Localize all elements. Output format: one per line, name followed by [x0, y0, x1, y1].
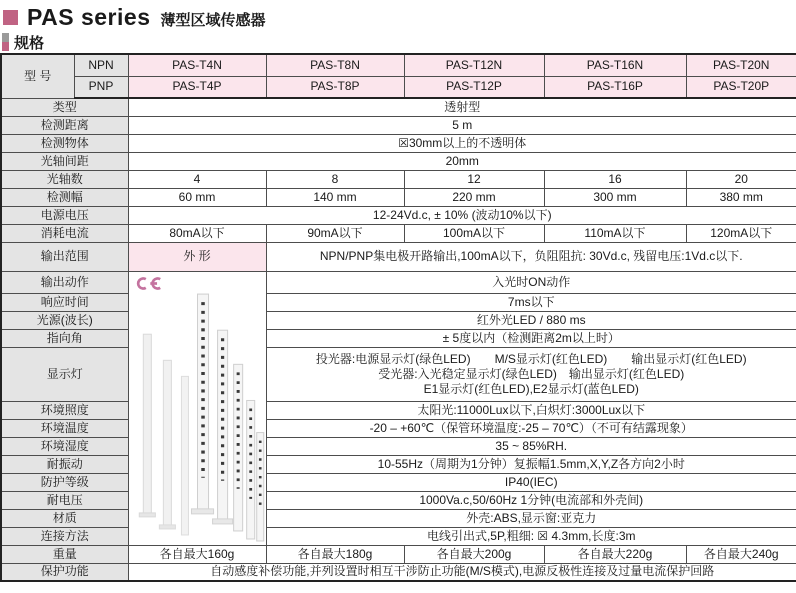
indicator-line: 受光器:入光稳定显示灯(绿色LED) 输出显示灯(红色LED)	[378, 366, 685, 381]
model-label: 型 号	[1, 54, 74, 98]
table-row-protection-rating	[1, 473, 796, 491]
model-cell: PAS-T12N	[404, 54, 544, 76]
spec-value: 16	[544, 170, 686, 188]
spec-label: 光轴间距	[1, 152, 128, 170]
spec-label: 材质	[1, 509, 128, 527]
spec-label: 光轴数	[1, 170, 128, 188]
spec-value: 380 mm	[686, 188, 796, 206]
model-cell: PAS-T20N	[686, 54, 796, 76]
spec-value: 各自最大200g	[404, 545, 544, 563]
spec-value: 7ms以下	[266, 293, 796, 311]
spec-value: 110mA以下	[544, 224, 686, 242]
spec-value: IP40(IEC)	[266, 473, 796, 491]
spec-value: 220 mm	[404, 188, 544, 206]
model-cell: PAS-T8N	[266, 54, 404, 76]
spec-value: 90mA以下	[266, 224, 404, 242]
spec-label: 耐电压	[1, 491, 128, 509]
table-row-sensing-distance	[1, 116, 796, 134]
table-row-type	[1, 98, 796, 116]
table-row-output-range	[1, 242, 796, 271]
model-cell: PAS-T12P	[404, 76, 544, 98]
table-row-weight	[1, 545, 796, 563]
table-row-connection	[1, 527, 796, 545]
table-row-sensing-object	[1, 134, 796, 152]
spec-value: 4	[128, 170, 266, 188]
spec-label: 电源电压	[1, 206, 128, 224]
spec-label: 检测幅	[1, 188, 128, 206]
spec-value: ± 5度以内（检测距离2m以上时）	[266, 329, 796, 347]
spec-value: 20	[686, 170, 796, 188]
model-cell: PAS-T8P	[266, 76, 404, 98]
spec-value: 35 ~ 85%RH.	[266, 437, 796, 455]
model-cell: PAS-T16N	[544, 54, 686, 76]
table-row-axis-pitch	[1, 152, 796, 170]
spec-value: 12-24Vd.c, ± 10% (波动10%以下)	[128, 206, 796, 224]
shape-header: 外 形	[128, 242, 266, 271]
spec-table	[0, 53, 796, 582]
spec-value: 20mm	[128, 152, 796, 170]
spec-value: 100mA以下	[404, 224, 544, 242]
spec-value	[266, 347, 796, 401]
section-title: 规格	[14, 34, 45, 52]
indicator-line: E1显示灯(红色LED),E2显示灯(蓝色LED)	[423, 381, 639, 396]
model-cell: PAS-T4P	[128, 76, 266, 98]
spec-value: 5 m	[128, 116, 796, 134]
page-subtitle: 薄型区域传感器	[160, 11, 266, 29]
spec-value: 10-55Hz（周期为1分钟）复振幅1.5mm,X,Y,Z各方向2小时	[266, 455, 796, 473]
table-row-material	[1, 509, 796, 527]
spec-label: 环境温度	[1, 419, 128, 437]
spec-label: 连接方法	[1, 527, 128, 545]
spec-label: 类型	[1, 98, 128, 116]
table-row-supply-voltage	[1, 206, 796, 224]
spec-label: 耐振动	[1, 455, 128, 473]
product-photo	[128, 271, 266, 545]
table-row-sensing-width	[1, 188, 796, 206]
spec-label: 指向角	[1, 329, 128, 347]
spec-value: 外壳:ABS,显示窗:亚克力	[266, 509, 796, 527]
page-header	[0, 0, 796, 32]
spec-value: 60 mm	[128, 188, 266, 206]
table-row-directivity	[1, 329, 796, 347]
spec-value: ☒30mm以上的不透明体	[128, 134, 796, 152]
indicator-line: 投光器:电源显示灯(绿色LED) M/S显示灯(红色LED) 输出显示灯(红色LED)	[315, 351, 747, 366]
spec-label: 检测物体	[1, 134, 128, 152]
spec-label: 环境照度	[1, 401, 128, 419]
title-bullet-icon	[3, 10, 18, 25]
table-row-indicators	[1, 347, 796, 401]
spec-value: 各自最大180g	[266, 545, 404, 563]
spec-value: 12	[404, 170, 544, 188]
table-row-ambient-light	[1, 401, 796, 419]
spec-value: 电线引出式,5P,粗细: ☒ 4.3mm,长度:3m	[266, 527, 796, 545]
spec-label: 光源(波长)	[1, 311, 128, 329]
spec-value: 各自最大240g	[686, 545, 796, 563]
spec-value: 太阳光:11000Lux以下,白炽灯:3000Lux以下	[266, 401, 796, 419]
section-bar-icon	[2, 33, 9, 51]
table-row-response-time	[1, 293, 796, 311]
model-cell: PAS-T20P	[686, 76, 796, 98]
spec-value: NPN/PNP集电极开路输出,100mA以下，负阻阻抗: 30Vd.c, 残留电压:1Vd.c以下.	[266, 242, 796, 271]
spec-value: 各自最大220g	[544, 545, 686, 563]
table-row-ambient-humidity	[1, 437, 796, 455]
table-row-axis-count	[1, 170, 796, 188]
spec-value: 140 mm	[266, 188, 404, 206]
spec-value: 各自最大160g	[128, 545, 266, 563]
spec-value: 自动感度补偿功能,并列设置时相互干涉防止功能(M/S模式),电源反极性连接及过量电流保护回路	[128, 563, 796, 581]
table-row-light-source	[1, 311, 796, 329]
sensor-bars-image	[129, 272, 266, 545]
page-title: PAS series	[27, 3, 151, 30]
spec-label: 响应时间	[1, 293, 128, 311]
table-row-vibration	[1, 455, 796, 473]
model-pnp-label: PNP	[74, 76, 128, 98]
spec-value: 8	[266, 170, 404, 188]
table-row-model-pnp	[1, 76, 796, 98]
table-row-withstand-voltage	[1, 491, 796, 509]
spec-value: -20 – +60℃（保管环境温度:-25 – 70℃）（不可有结露现象）	[266, 419, 796, 437]
spec-value: 红外光LED / 880 ms	[266, 311, 796, 329]
table-row-ambient-temp	[1, 419, 796, 437]
table-row-protection-function	[1, 563, 796, 581]
section-header	[2, 32, 796, 52]
table-row-model-npn	[1, 54, 796, 76]
spec-label: 输出动作	[1, 271, 128, 293]
spec-value: 300 mm	[544, 188, 686, 206]
spec-value: 入光时ON动作	[266, 271, 796, 293]
ce-mark-icon	[135, 277, 162, 290]
spec-label: 检测距离	[1, 116, 128, 134]
spec-label: 消耗电流	[1, 224, 128, 242]
model-npn-label: NPN	[74, 54, 128, 76]
table-row-current-consumption	[1, 224, 796, 242]
spec-label: 显示灯	[1, 347, 128, 401]
spec-label: 输出范围	[1, 242, 128, 271]
spec-label: 重量	[1, 545, 128, 563]
spec-value: 80mA以下	[128, 224, 266, 242]
spec-label: 保护功能	[1, 563, 128, 581]
spec-value: 透射型	[128, 98, 796, 116]
model-cell: PAS-T4N	[128, 54, 266, 76]
model-cell: PAS-T16P	[544, 76, 686, 98]
spec-label: 防护等级	[1, 473, 128, 491]
spec-label: 环境湿度	[1, 437, 128, 455]
table-row-output-action	[1, 271, 796, 293]
spec-value: 1000Va.c,50/60Hz 1分钟(电流部和外壳间)	[266, 491, 796, 509]
spec-value: 120mA以下	[686, 224, 796, 242]
